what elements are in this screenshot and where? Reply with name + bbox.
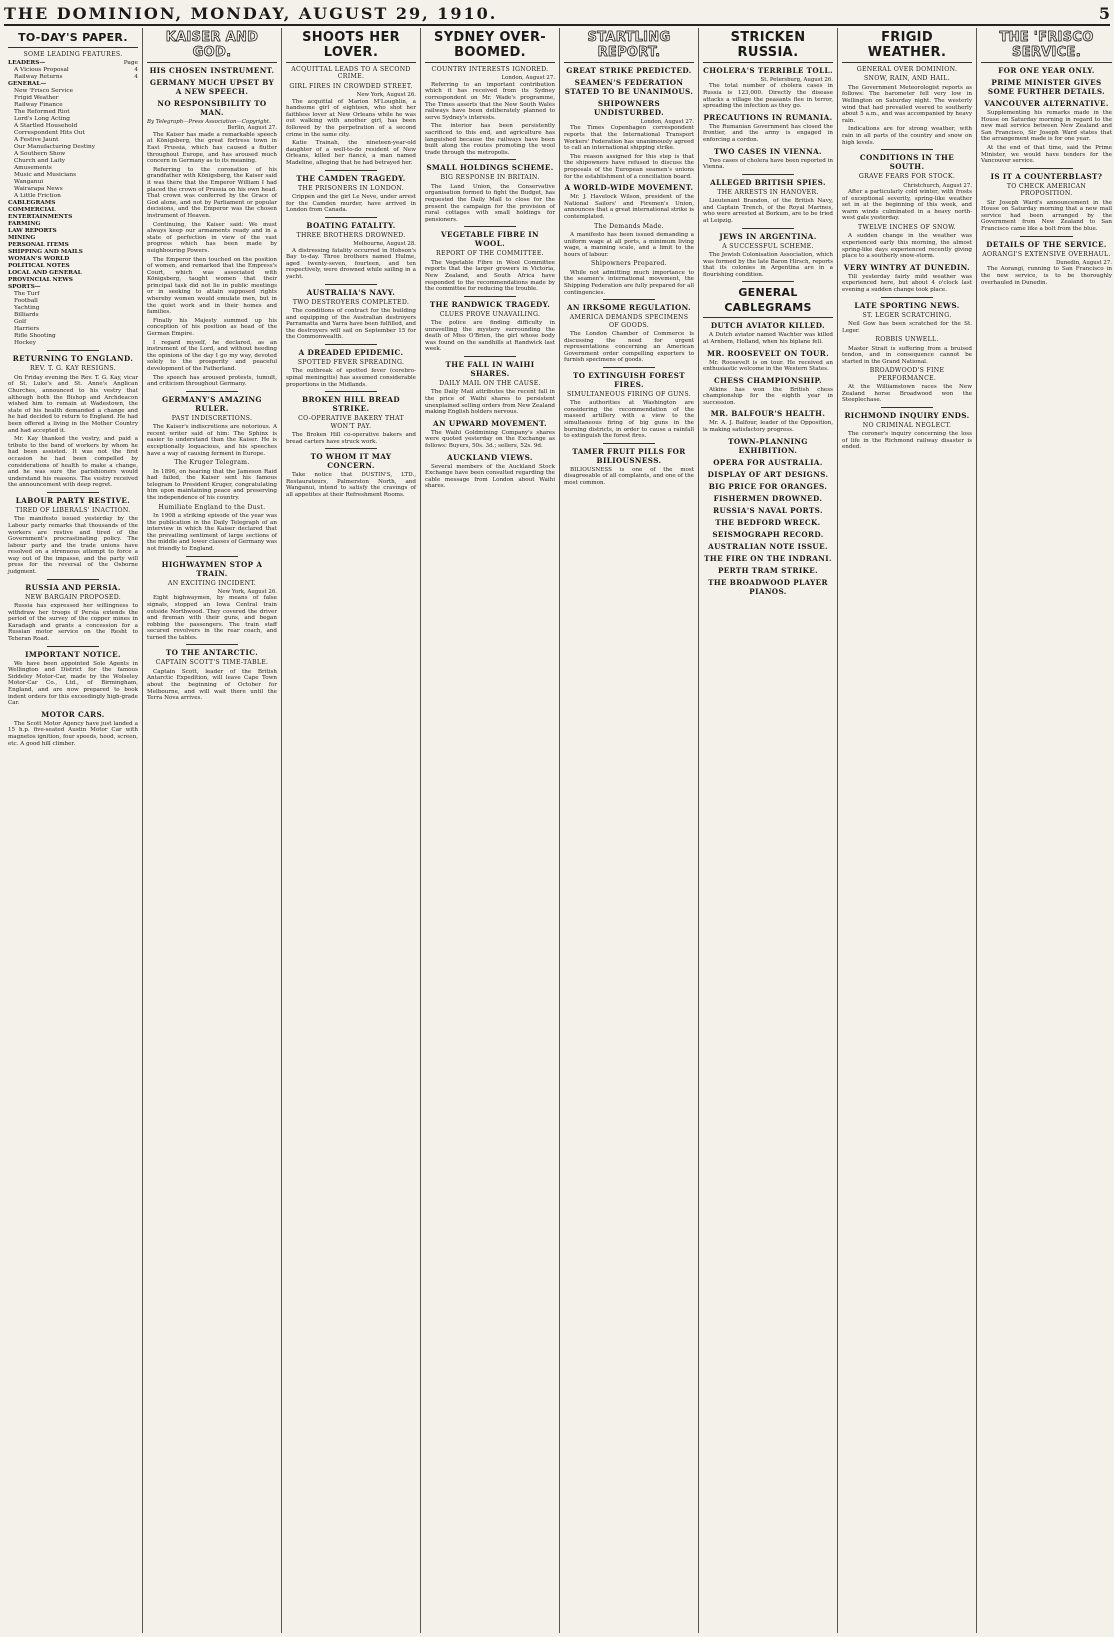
article-paragraph: The total number of cholera cases in Russia is 123,000. Directly the disease attacks a village the peasants flee in terror, spreading the infection as they go.: [703, 83, 833, 110]
article-paragraph: The police are finding difficulty in unravelling the mystery surrounding the death of Miss O'Brien, the girl whose body was found on the sandhills at Randwick last week.: [425, 320, 555, 353]
article-subheading: THE ARRESTS IN HANOVER.: [717, 188, 819, 196]
toc-item: Harriers: [14, 326, 40, 333]
article-paragraph: The conditions of contract for the building and equipping of the Australian destroyers Parramatta and Yarra have been fulfilled, and the destroyers will sail on September 15 for the Commonwealth.: [286, 307, 416, 341]
article-heading: MOTOR CARS.: [41, 709, 105, 719]
toc-sports: SPORTS—: [8, 284, 41, 291]
article-subheading: SNOW, RAIN, AND HAIL.: [864, 75, 950, 83]
masthead: [4, 2, 1110, 26]
article-subheading: FOR ONE YEAR ONLY.: [998, 66, 1095, 75]
article-paragraph: The London Chamber of Commerce is discussing the need for urgent representations concerning an American Government order compelling exporters to furnish specimens of goods.: [564, 330, 694, 364]
toc-leaders: LEADERS—: [8, 60, 46, 67]
article-paragraph: Referring to the coronation of his grandfather with Königsberg, the Kaiser said it was there that the Emperor William I had placed the crown of Prussia on his own head. That crown was conferred by the Grace of God alone, and not by Parliament or popular decisions, and the Emperor was the chosen instrument of Heaven.: [147, 166, 277, 219]
article-subheading: GIRL FIRES IN CROWDED STREET.: [289, 82, 413, 90]
article-paragraph: In 1896, on hearing that the Jameson Raid had failed, the Kaiser sent his famous telegram to President Kruger, congratulating him upon maintaining peace and preserving the independence of his country.: [147, 468, 277, 501]
toc-item: Football: [14, 298, 38, 305]
toc-section: SHIPPING AND MAILS: [8, 249, 83, 256]
article-subheading: NO RESPONSIBILITY TO MAN.: [157, 99, 267, 117]
article-headline: FRIGID WEATHER.: [842, 30, 972, 63]
article-subheading: SHIPOWNERS UNDISTURBED.: [593, 99, 665, 117]
article-subheading: DAILY MAIL ON THE CAUSE.: [439, 380, 541, 388]
article-headline: STARTLING REPORT.: [564, 30, 694, 63]
article-heading: GERMANY'S AMAZING RULER.: [162, 394, 262, 413]
article-paragraph: In 1908 a striking episode of the year was the publication in the Daily Telegraph of an interview in which the Kaiser declared that the prevailing sentiment of large sections of the middle and lower classes of Germany was not friendly to England.: [147, 512, 277, 552]
article-paragraph: The Land Union, the Conservative organisation formed to fight the Budget, has requested the Daily Mail to close for the present the campaign for the provision of rural cottages with small holdings for pensioners.: [425, 183, 555, 223]
article-paragraph: We have been appointed Sole Agents in Wellington and District for the famous Siddeley Motor-Car, made by the Wolseley Motor-Car Co., Ltd., of Birmingham, England, and are now prepared to book indent orders for this exceedingly high-grade Car.: [8, 660, 138, 707]
article-heading: BIG PRICE FOR ORANGES.: [708, 481, 828, 491]
article-paragraph: Sir Joseph Ward's announcement in the House on Saturday morning that a new mail service had been arranged by the Government from New Zealand to San Francisco came like a bolt from the blue.: [981, 199, 1112, 232]
article-paragraph: The coroner's inquiry concerning the loss of life in the Richmond railway disaster is ended.: [842, 431, 972, 451]
table-of-contents: LEADERS— Page A Vicious Proposal 4 Railway Returns 4 GENERAL— New 'Frisco Service Frigid Weather Railway Finance The Reformed Riot Lord's Long Acting A Startled Household Correspondent Hits Out A Festive Jaunt Our Manufacturing Destiny A Southern Show Church and Laity Amusements Music and Musicians Wanganui Wairarapa News A Little Friction CABLEGRAMS COMMERCIAL ENTERTAINMENTS FARMING LAW REPORTS MINING PERSONAL ITEMS SHIPPING AND MAILS WOMAN'S WORLD POLITICAL NOTES LOCAL AND GENERAL PROVINCIAL NEWS SPORTS— The Turf Football Yachting Billiards Golf Harriers Rifle Shooting Hockey: [8, 60, 138, 347]
dateline: London, August 27.: [640, 119, 694, 125]
article-paragraph: The Rumanian Government has closed the frontier, and the army is engaged in enforcing a cordon.: [703, 123, 833, 143]
toc-item: Wanganui: [14, 179, 44, 186]
toc-item: Lord's Long Acting: [14, 116, 70, 123]
article-paragraph: A distressing fatality occurred in Hobson's Bay to-day. Three brothers named Hulme, aged twenty-seven, fourteen, and ten respectively, were drowned while sailing in a yacht.: [286, 247, 416, 280]
article-heading: BOATING FATALITY.: [306, 220, 396, 230]
article-subheading: CLUES PROVE UNAVAILING.: [439, 310, 541, 318]
article-subheading: THREE BROTHERS DROWNED.: [296, 231, 406, 239]
article-heading: THE RANDWICK TRAGEDY.: [429, 299, 551, 309]
article-paragraph: The authorities at Washington are considering the recommendation of the massed artillery with a view to the simultaneous firing of big guns in the burning districts, in order to cause a rainfall to extinguish the forest fires.: [564, 400, 694, 440]
toc-section: PERSONAL ITEMS: [8, 242, 69, 249]
toc-item: Church and Laity: [14, 158, 66, 165]
toc-item: Hockey: [14, 340, 37, 347]
article-subheading: Humiliate England to the Dust.: [158, 503, 266, 511]
article-paragraph: Referring to an important contribution which it has received from its Sydney correspondent on Mr. Wade's programme, The Times asserts that the New South Wales railways have been deliberately planned to serve Sydney's interests.: [425, 81, 555, 121]
article-heading: THE FALL IN WAIHI SHARES.: [445, 360, 535, 379]
toc-item: Railway Finance: [14, 102, 63, 109]
article-paragraph: Captain Scott, leader of the British Antarctic Expedition, will leave Cape Town about the beginning of October for Melbourne, and will wait there until the Terra Nova arrives.: [147, 668, 277, 702]
column-6: [699, 28, 838, 1633]
toc-item: A Little Friction: [14, 193, 61, 200]
article-subheading: ACQUITTAL LEADS TO A SECOND CRIME.: [291, 66, 411, 81]
article-heading: PERTH TRAM STRIKE.: [717, 565, 819, 575]
article-heading: DETAILS OF THE SERVICE.: [986, 239, 1107, 249]
article-subheading: ROBBIS UNWELL.: [875, 336, 939, 344]
article-subheading: COUNTRY INTERESTS IGNORED.: [431, 66, 549, 73]
column-3: [282, 28, 421, 1633]
article-paragraph: The Daily Mail attributes the recent fall in the price of Waihi shares to persistent unexplained selling orders from New Zealand making English holders nervous.: [425, 389, 556, 416]
dateline: Berlin, August 27.: [227, 125, 277, 132]
toc-section: MINING: [8, 235, 36, 242]
byline: By Telegraph—Press Association—Copyright.: [147, 119, 271, 125]
article-paragraph: Several members of the Auckland Stock Exchange have been consulted regarding the cable message from London about Waihi shares.: [425, 463, 555, 490]
article-heading: PRECAUTIONS IN RUMANIA.: [703, 112, 833, 122]
toc-section: LOCAL AND GENERAL: [8, 270, 82, 277]
toc-section: CABLEGRAMS: [8, 200, 56, 207]
toc-section: ENTERTAINMENTS: [8, 214, 73, 221]
article-paragraph: Neil Gow has been scratched for the St. Leger.: [842, 320, 972, 334]
article-paragraph: The speech has aroused protests, tumult, and criticism throughout Germany.: [147, 374, 277, 388]
article-heading: IS IT A COUNTERBLAST?: [990, 171, 1103, 181]
article-headline: STRICKEN RUSSIA.: [703, 30, 833, 63]
article-subheading: NEW BARGAIN PROPOSED.: [24, 593, 122, 601]
article-subheading: CAPTAIN SCOTT'S TIME-TABLE.: [155, 659, 269, 667]
article-paragraph: The Waihi Goldmining Company's shares were quoted yesterday on the Exchange as follows: Buyers, 50s. 3d.; sellers, 52s. 9d.: [425, 429, 555, 450]
dateline: London, August 27.: [501, 75, 555, 82]
columns: [4, 28, 1110, 1633]
article-paragraph: The outbreak of spotted fever (cerebro-spinal meningitis) has assumed considerable proportions in the Midlands.: [286, 368, 416, 388]
article-heading: SMALL HOLDINGS SCHEME.: [426, 163, 554, 173]
article-heading: FISHERMEN DROWNED.: [713, 493, 823, 503]
article-paragraph: Supplementing his remarks made in the House on Saturday morning in regard to the new mail service between New Zealand and San Francisco, Sir Joseph Ward states that the arrangement made is for one year.: [981, 110, 1112, 143]
article-paragraph: Continuing, the Kaiser said: We must always keep our armaments ready and in a state of perfection in view of the vast progress which has been made by neighbouring Powers.: [147, 221, 277, 254]
toc-item: Yachting: [14, 305, 40, 312]
toc-item: New 'Frisco Service: [14, 88, 74, 95]
article-subheading: VANCOUVER ALTERNATIVE.: [984, 99, 1109, 108]
article-heading: SEISMOGRAPH RECORD.: [712, 529, 824, 539]
toc-item: Railway Returns: [14, 74, 63, 81]
column-1: [4, 28, 143, 1633]
article-heading: A WORLD-WIDE MOVEMENT.: [564, 183, 694, 193]
article-paragraph: Lieutenant Brandon, of the British Navy, and Captain Trench, of the Royal Marines, who were arrested at Borkum, are to be tried at Leipzig.: [703, 198, 833, 224]
article-paragraph: The Government Meteorologist reports as follows: The barometer fell very low in Wellington on Saturday night. The westerly wind that had prevailed veered to southerly about 5 a.m., and was accompanied by heavy rain.: [842, 84, 972, 124]
article-heading: TWO CASES IN VIENNA.: [714, 146, 822, 156]
article-subheading: SPOTTED FEVER SPREADING.: [297, 358, 405, 366]
article-heading: THE CAMDEN TRAGEDY.: [296, 173, 406, 183]
article-headline: KAISER AND GOD.: [147, 30, 277, 63]
article-subheading: TIRED OF LIBERALS' INACTION.: [15, 506, 131, 514]
column-2: [143, 28, 282, 1633]
article-headline: SYDNEY OVER-BOOMED.: [425, 30, 555, 63]
section-heading: GENERAL CABLEGRAMS: [703, 285, 833, 318]
article-heading: RUSSIA AND PERSIA.: [25, 582, 121, 592]
article-paragraph: Crippen and the girl Le Neve, under arrest for the Camden murder, have arrived in London from Canada.: [286, 193, 416, 214]
article-paragraph: While not admitting much importance to the seamen's international movement, the Shipping Federation are fully prepared for all contingencies.: [564, 269, 694, 296]
toc-section: FARMING: [8, 221, 41, 228]
toc-item: Amusements: [14, 165, 52, 172]
article-paragraph: Master Strait is suffering from a bruised tendon, and in consequence cannot be started in the Grand National.: [842, 345, 972, 365]
article-heading: CHESS CHAMPIONSHIP.: [713, 375, 822, 385]
dateline: New York, August 26.: [217, 588, 277, 595]
toc-item: Music and Musicians: [14, 172, 77, 179]
article-heading: TOWN-PLANNING EXHIBITION.: [728, 436, 808, 455]
article-subheading: SEAMEN'S FEDERATION STATED TO BE UNANIMOUS.: [564, 78, 694, 96]
toc-item: Frigid Weather: [14, 95, 59, 102]
toc-section: PROVINCIAL NEWS: [8, 277, 73, 284]
article-paragraph: Mr. Roosevelt is on tour. He received an enthusiastic welcome in the Western States.: [703, 359, 833, 373]
article-paragraph: The Emperor then touched on the position of women, and remarked that the Empress's Court, which was associated with Königsberg, taught women that their principal task did not lie in public meetings or in seeking to attain supposed rights whereby women would emulate men, but in the quiet work and in their homes and families.: [147, 256, 277, 316]
article-paragraph: The Broken Hill co-operative bakers and bread carters have struck work.: [286, 431, 416, 445]
article-paragraph: The manifesto issued yesterday by the Labour party remarks that thousands of the workers are restive and tired of the Government's procrastinating policy. The labour party and the trade unions have resolved on a strenuous attempt to force a way out of the impasse, and the party will press for the reversal of the Osborne judgment.: [8, 516, 138, 576]
article-subheading: REPORT OF THE COMMITTEE.: [436, 250, 544, 258]
article-paragraph: A Dutch aviator named Wachter was killed at Arnhem, Holland, when his biplane fell.: [703, 332, 833, 345]
leading-features-heading: SOME LEADING FEATURES.: [23, 51, 123, 58]
article-subheading: NO CRIMINAL NEGLECT.: [862, 421, 952, 429]
article-subheading: BROADWOOD'S FINE PERFORMANCE.: [869, 367, 945, 382]
article-subheading: SIMULTANEOUS FIRING OF GUNS.: [567, 390, 691, 398]
toc-item: The Reformed Riot: [14, 109, 70, 116]
article-heading: AUSTRALIA'S NAVY.: [306, 287, 396, 297]
article-heading: LATE SPORTING NEWS.: [854, 300, 960, 310]
article-subheading: REV. T. G. KAY RESIGNS.: [29, 365, 117, 373]
article-paragraph: A sudden change in the weather was experienced early this morning, the almost spring-like days experienced recently giving place to a southerly snow-storm.: [842, 233, 972, 260]
article-heading: RUSSIA'S NAVAL PORTS.: [713, 505, 823, 515]
article-subheading: AORANGI'S EXTENSIVE OVERHAUL.: [982, 250, 1111, 258]
article-subheading: PRIME MINISTER GIVES SOME FURTHER DETAILS.: [987, 78, 1106, 96]
article-subheading: TWO DESTROYERS COMPLETED.: [292, 298, 410, 306]
article-paragraph: A manifesto has been issued demanding a uniform wage at all ports, a minimum living wage, a manning scale, and a limit to the hours of labour.: [564, 231, 694, 258]
article-paragraph: Katie Trainah, the nineteen-year-old daughter of a well-to-do resident of New Orleans, killed her fiancé, a man named Madeline, alleging that he had betrayed her.: [286, 140, 416, 166]
article-heading: A DREADED EPIDEMIC.: [298, 347, 404, 357]
article-subheading: GERMANY MUCH UPSET BY A NEW SPEECH.: [149, 78, 275, 96]
article-heading: MR. ROOSEVELT ON TOUR.: [707, 348, 829, 358]
toc-page-label: Page: [123, 60, 138, 67]
article-subheading: PAST INDISCRETIONS.: [171, 414, 253, 422]
article-subheading: The Kruger Telegram.: [174, 459, 250, 467]
article-heading: TO WHOM IT MAY CONCERN.: [310, 452, 392, 471]
toc-section: POLITICAL NOTES: [8, 263, 70, 270]
article-heading: LABOUR PARTY RESTIVE.: [15, 495, 131, 505]
todays-paper-heading: TO-DAY'S PAPER.: [8, 30, 138, 48]
toc-item: The Turf: [14, 291, 40, 298]
article-heading: JEWS IN ARGENTINA.: [719, 231, 817, 241]
article-paragraph: Take notice that DUSTIN'S, LTD., Restaurateurs, Palmerston North, and Wanganui, intend to satisfy the cravings of all appetites at their Refreshment Rooms.: [286, 472, 416, 498]
article-paragraph: Two cases of cholera have been reported in Vienna.: [703, 157, 833, 171]
article-paragraph: Finally his Majesty summed up his conception of his position as head of the German Empire.: [147, 317, 277, 338]
article-heading: OPERA FOR AUSTRALIA.: [713, 457, 823, 467]
article-paragraph: The Scott Motor Agency have just landed a 15 h.p. five-seated Austin Motor Car with magnetos ignition, four speeds, hood, screen, etc. A good hill climber.: [8, 720, 138, 747]
article-heading: AUSTRALIAN NOTE ISSUE.: [708, 541, 828, 551]
article-heading: TO EXTINGUISH FOREST FIRES.: [572, 370, 686, 389]
toc-item: A Vicious Proposal: [14, 67, 69, 74]
article-heading: THE FIRE ON THE INDRANI.: [704, 553, 832, 563]
dateline: New York, August 26.: [356, 92, 416, 99]
article-heading: MR. BALFOUR'S HEALTH.: [710, 409, 826, 419]
article-paragraph: Till yesterday fairly mild weather was experienced here, but about 4 o'clock last evening a sudden change took place.: [842, 273, 972, 293]
masthead-title: THE DOMINION, MONDAY, AUGUST 29, 1910.: [4, 3, 498, 23]
toc-item: Billiards: [14, 312, 39, 319]
article-heading: THE BEDFORD WRECK.: [715, 517, 821, 527]
article-paragraph: The Kaiser has made a remarkable speech at Königsberg, the great fortress town in East Prussia, which has caused a flutter throughout Europe, and has aroused much concern in Germany as to its meaning.: [147, 131, 277, 165]
dateline: Christchurch, August 27.: [903, 182, 972, 189]
article-heading: HIGHWAYMEN STOP A TRAIN.: [161, 559, 263, 578]
toc-section: LAW REPORTS: [8, 228, 57, 235]
article-heading: THE BROADWOOD PLAYER PIANOS.: [708, 577, 828, 596]
article-heading: TAMER FRUIT PILLS FOR BILIOUSNESS.: [572, 446, 686, 465]
article-paragraph: The Times Copenhagen correspondent reports that the International Transport Workers' Federation has unanimously agreed to call an international shipping strike.: [564, 125, 694, 152]
article-paragraph: Mr. J. Havelock Wilson, president of the National Sailors' and Firemen's Union, announces that a great international strike is contemplated.: [564, 194, 694, 220]
article-paragraph: BILIOUSNESS is one of the most disagreeable of all complaints, and one of the most common.: [564, 466, 694, 487]
article-paragraph: The Kaiser's indiscretions are notorious. A recent writer said of him: The Sphinx is easier to understand than the Kaiser. He is exceptionally loquacious, and his speeches have a way of causing ferment in Europe.: [147, 424, 277, 457]
article-subheading: A SUCCESSFUL SCHEME.: [722, 242, 814, 250]
article-paragraph: The reason assigned for this step is that the shipowners have refused to discuss the proposals of the European seamen's unions for the establishment of a conciliation board.: [564, 153, 694, 180]
article-paragraph: I regard myself, he declared, as an instrument of the Lord, and without heeding the opinions of the day I go my way, devoted solely to the prosperity and peaceful development of the Fatherland.: [147, 339, 277, 372]
article-subheading: The Demands Made.: [594, 222, 664, 230]
article-paragraph: Indications are for strong weather, with rain in all parts of the country and snow on high levels.: [842, 126, 972, 146]
article-subheading: BIG RESPONSE IN BRITAIN.: [440, 174, 540, 182]
article-paragraph: Atkins has won the British chess championship for the eighth year in succession.: [703, 386, 833, 406]
toc-item: Rifle Shooting: [14, 333, 56, 340]
article-paragraph: The interior has been persistently sacrificed to this end, and agriculture has languished because the railways have been built along the routes promoting the wool trade through the metropolis.: [425, 123, 555, 156]
dateline: St. Petersburg, August 26.: [760, 77, 833, 83]
article-heading: RETURNING TO ENGLAND.: [12, 354, 134, 364]
article-paragraph: The Vegetable Fibre in Wool Committee reports that the larger growers in Victoria, New Zealand, and South Africa have responded to the recommendations made by the committee for reducing the trouble.: [425, 259, 555, 293]
article-heading: VEGETABLE FIBRE IN WOOL.: [441, 230, 539, 249]
article-subheading: GENERAL OVER DOMINION.: [856, 66, 958, 73]
toc-item: A Festive Jaunt: [14, 137, 59, 144]
toc-item: Wairarapa News: [14, 186, 63, 193]
column-4: [421, 28, 560, 1633]
toc-item: Correspondent Hits Out: [14, 130, 85, 137]
toc-item: A Southern Show: [14, 151, 66, 158]
article-heading: AUCKLAND VIEWS.: [447, 452, 533, 462]
article-subheading: TWELVE INCHES OF SNOW.: [858, 223, 956, 231]
article-paragraph: After a particularly cold winter, with frosts of exceptional severity, spring-like weather set in at the beginning of this week, and warm winds culminated in a heavy north-west gale yesterday.: [842, 188, 972, 222]
page-number: 5: [1098, 3, 1110, 23]
dateline: Melbourne, August 28.: [353, 241, 416, 248]
column-7: [838, 28, 977, 1633]
article-paragraph: At the end of that time, said the Prime Minister, we would have tenders for the Vancouver service.: [981, 144, 1112, 165]
column-5: [560, 28, 699, 1633]
article-subheading: TO CHECK AMERICAN PROPOSITION.: [1006, 182, 1087, 198]
article-heading: VERY WINTRY AT DUNEDIN.: [843, 262, 971, 272]
article-subheading: GREAT STRIKE PREDICTED.: [566, 66, 692, 75]
toc-item: A Startled Household: [14, 123, 78, 130]
article-paragraph: The Aorangi, running to San Francisco in the new service, is to be thoroughly overhauled in Dunedin.: [981, 266, 1112, 286]
article-heading: TO THE ANTARCTIC.: [165, 648, 259, 658]
article-paragraph: On Friday evening the Rev. T. G. Kay, vicar of St. Luke's and St. Anne's Anglican Churches, announced to his vestry that although both the Bishop and Archdeacon wished him to remain at Wadestown, the state of his health demanded a change and he had decided to return to England. He had been offered a living in the Mother Country and had accepted it.: [8, 374, 138, 434]
toc-general: GENERAL—: [8, 81, 47, 88]
article-heading: BROKEN HILL BREAD STRIKE.: [301, 395, 400, 414]
article-subheading: HIS CHOSEN INSTRUMENT.: [149, 66, 275, 75]
article-subheading: AMERICA DEMANDS SPECIMENS OF GOODS.: [569, 314, 689, 329]
article-paragraph: Mr. Kay thanked the vestry, and paid a tribute to the band of workers by whom he had been assisted. It was not the first occasion he had been compelled by considerations of health to make a change, and he was sure the parishioners would understand his reasons. The vestry received the announcement with deep regret.: [8, 436, 138, 489]
article-subheading: CHOLERA'S TERRIBLE TOLL.: [703, 66, 833, 75]
article-paragraph: Russia has expressed her willingness to withdraw her troops if Persia extends the period of the survey of the copper mines in Karadagh and grants a concession for a Russian motor service on the Resht to Teheran Road.: [8, 603, 138, 643]
article-heading: IMPORTANT NOTICE.: [25, 649, 121, 659]
article-subheading: ST. LEGER SCRATCHING.: [862, 311, 952, 319]
toc-section: WOMAN'S WORLD: [8, 256, 70, 263]
column-8: [977, 28, 1114, 1633]
article-headline: SHOOTS HER LOVER.: [286, 30, 416, 63]
toc-item: Our Manufacturing Destiny: [14, 144, 96, 151]
article-heading: AN UPWARD MOVEMENT.: [433, 418, 547, 428]
article-paragraph: Eight highwaymen, by means of false signals, stopped an Iowa Central train outside Northwood. They covered the driver and fireman with their guns, and began robbing the passengers. The train staff secured revolvers in the rear coach, and turned the tables.: [147, 595, 277, 641]
article-heading: AN IRKSOME REGULATION.: [566, 303, 692, 313]
article-subheading: AN EXCITING INCIDENT.: [167, 579, 257, 587]
article-paragraph: At the Williamstown races the New Zealand horse Broadwood won the Steeplechase.: [842, 384, 972, 404]
article-paragraph: The acquittal of Marion M'Loughlin, a handsome girl of eighteen, who shot her faithless lover at New Orleans while he was out walking with another girl, has been followed by the perpetration of a second crime in the same city.: [286, 98, 416, 138]
article-heading: DUTCH AVIATOR KILLED.: [710, 321, 826, 331]
dateline: Dunedin, August 27.: [1055, 259, 1112, 266]
article-subheading: CO-OPERATIVE BAKERY THAT WON'T PAY.: [298, 415, 404, 430]
toc-section: COMMERCIAL: [8, 207, 56, 214]
article-heading: ALLEGED BRITISH SPIES.: [710, 177, 826, 187]
article-paragraph: Mr. A. J. Balfour, leader of the Opposition, is making satisfactory progress.: [703, 420, 833, 434]
article-headline: THE 'FRISCO SERVICE.: [981, 30, 1112, 63]
article-heading: RICHMOND INQUIRY ENDS.: [844, 410, 970, 420]
article-subheading: Shipowners Prepared.: [591, 260, 667, 268]
toc-item: Golf: [14, 319, 27, 326]
article-subheading: GRAVE FEARS FOR STOCK.: [858, 173, 956, 181]
article-heading: CONDITIONS IN THE SOUTH.: [859, 153, 955, 172]
article-paragraph: The Jewish Colonisation Association, which was formed by the late Baron Hirsch, reports that its colonies in Argentina are in a flourishing condition.: [703, 251, 833, 278]
article-subheading: THE PRISONERS IN LONDON.: [297, 184, 405, 192]
article-heading: DISPLAY OF ART DESIGNS.: [707, 469, 829, 479]
